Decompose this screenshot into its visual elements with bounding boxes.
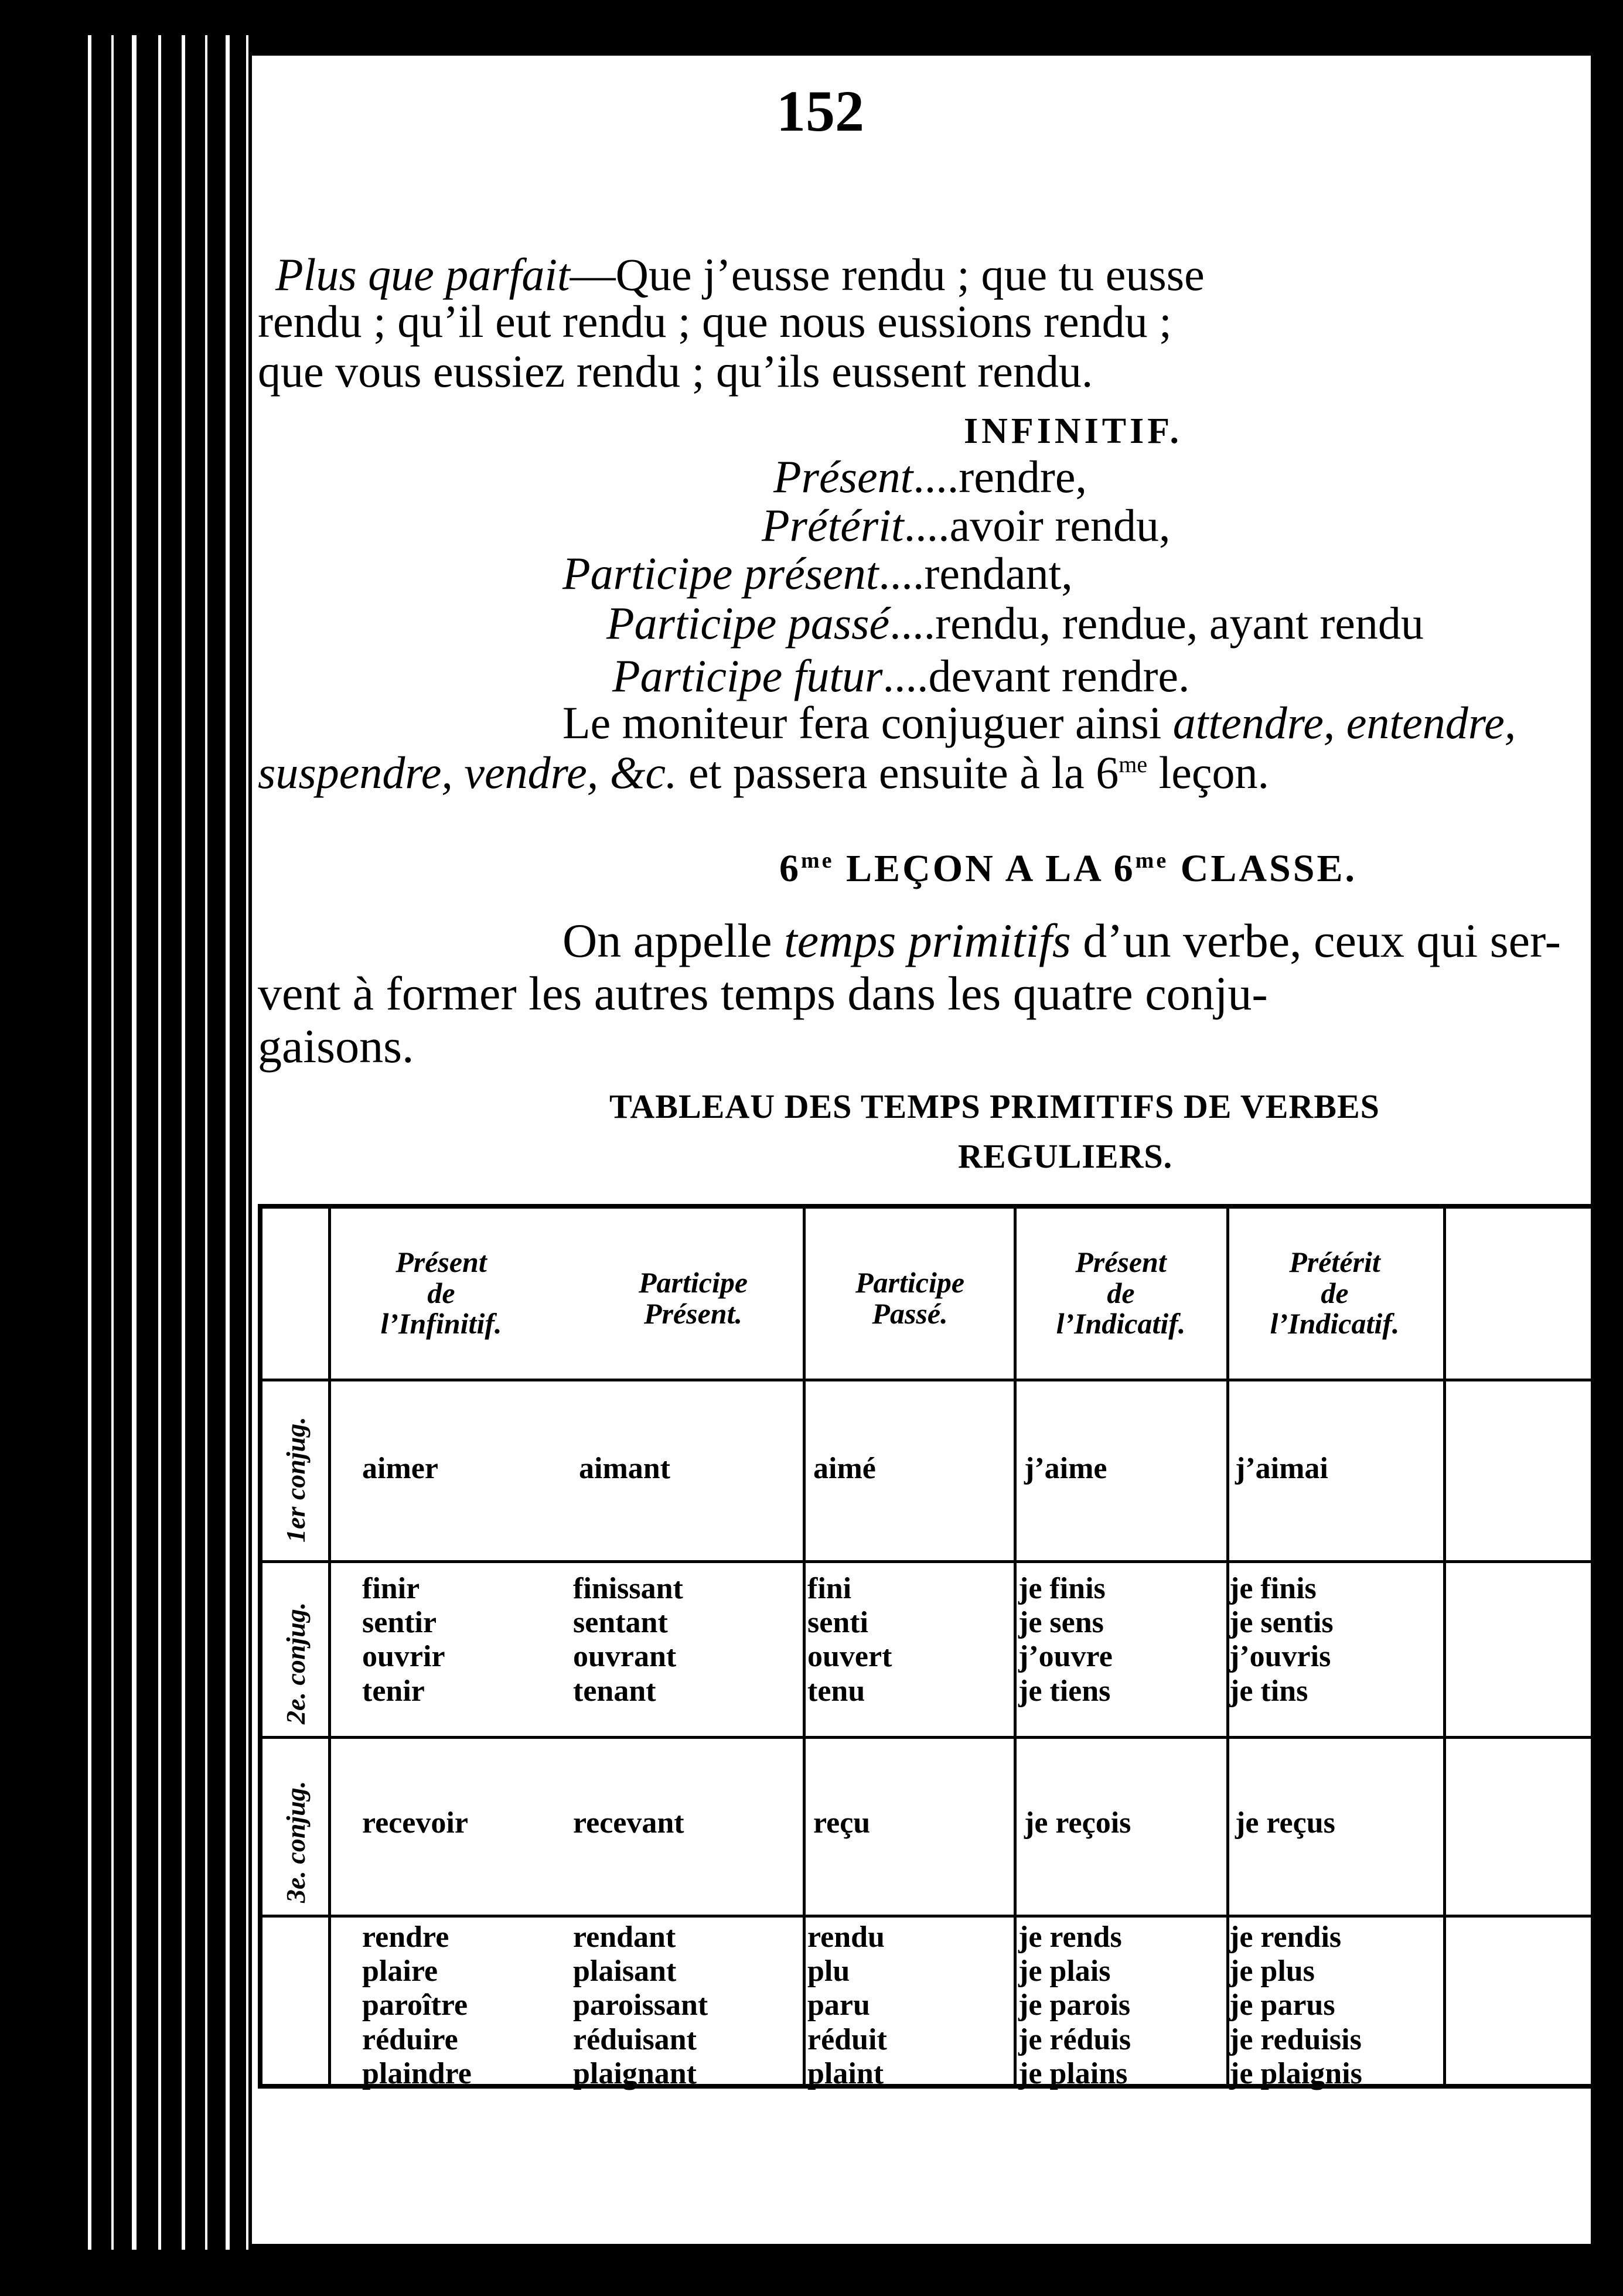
infinitif-heading: INFINITIF.	[964, 411, 1182, 451]
table-title-line-2: REGULIERS.	[958, 1137, 1173, 1175]
infinitif-row-participe-present	[562, 548, 1073, 599]
header-present-infinitif: Présent de l’Infinitif.	[380, 1246, 502, 1340]
infinitif-row-preterit	[762, 500, 1171, 551]
cell-g3-c2: recevant	[573, 1806, 684, 1840]
moniteur-verbs: attendre, entendre,	[1172, 697, 1516, 748]
paragraph-1-line-2: rendu ; qu’il eut rendu ; que nous eussions rendu ;	[258, 296, 1172, 347]
cell-g4-c2: rendant plaisant paroissant réduisant plaignant	[573, 1920, 708, 2090]
row-label: Prétérit	[762, 500, 904, 551]
row-dots: ....	[878, 548, 925, 599]
paragraph-1-line-3: que vous eussiez rendu ; qu’ils eussent rendu.	[258, 346, 1093, 397]
cell-g1-c2: aimant	[579, 1452, 670, 1485]
row-label: Participe présent	[562, 548, 879, 599]
cell-g2-c4: je finis je sens j’ouvre je tiens	[1018, 1572, 1113, 1708]
infinitif-row-participe-futur	[612, 650, 1190, 701]
row-value: rendant,	[924, 548, 1073, 599]
row-value: devant rendre.	[928, 650, 1190, 701]
cell-g3-c3: reçu	[813, 1806, 871, 1840]
paragraph-1-line-1-text: —Que j’eusse rendu ; que tu eusse	[570, 249, 1205, 300]
row-label: Participe futur	[612, 650, 883, 701]
paragraph-2-text: On appelle	[562, 914, 784, 967]
cell-g2-c2: finissant sentant ouvrant tenant	[573, 1572, 683, 1708]
cell-g4-c5: je rendis je plus je parus je reduisis je plaignis	[1229, 1920, 1362, 2090]
superscript: me	[801, 848, 834, 873]
temps-primitifs: temps primitifs	[783, 914, 1071, 967]
paragraph-1-line-1	[275, 249, 1205, 300]
cell-g1-c3: aimé	[813, 1452, 876, 1485]
row-dots: ....	[913, 451, 959, 502]
moniteur-line-2	[258, 747, 1270, 798]
cell-g1-c1: aimer	[362, 1452, 438, 1485]
row-label: Présent	[773, 451, 913, 502]
page-number: 152	[776, 79, 864, 144]
row-value: rendre,	[959, 451, 1087, 502]
cell-g4-c1: rendre plaire paroître réduire plaindre	[362, 1920, 472, 2090]
cell-g2-c5: je finis je sentis j’ouvris je tins	[1229, 1572, 1334, 1708]
row-dots: ....	[903, 500, 950, 551]
header-participe-present: Participe Présent.	[638, 1266, 748, 1330]
right-shadow	[1591, 0, 1623, 2296]
header-preterit-indicatif: Prétérit de l’Indicatif.	[1270, 1246, 1400, 1340]
paragraph-2-text-2: d’un verbe, ceux qui ser-	[1070, 914, 1561, 967]
cell-g2-c1: finir sentir ouvrir tenir	[362, 1572, 445, 1708]
cell-g4-c4: je rends je plais je parois je réduis je plains	[1018, 1920, 1131, 2090]
book-fore-edge	[76, 35, 264, 2250]
cell-g3-c4: je reçois	[1024, 1806, 1131, 1840]
cell-g3-c5: je reçus	[1235, 1806, 1335, 1840]
cell-g2-c3: fini senti ouvert tenu	[807, 1572, 892, 1708]
cell-g3-c1: recevoir	[362, 1806, 468, 1840]
superscript: me	[1119, 751, 1148, 777]
row-label: Participe passé	[606, 598, 890, 649]
header-participe-passe: Participe Passé.	[855, 1266, 965, 1330]
infinitif-row-participe-passe	[606, 598, 1424, 649]
row-value: avoir rendu,	[949, 500, 1171, 551]
cell-g4-c3: rendu plu paru réduit plaint	[807, 1920, 887, 2090]
superscript: me	[1135, 848, 1169, 873]
header-present-indicatif: Présent de l’Indicatif.	[1056, 1246, 1186, 1340]
moniteur-text-3: leçon.	[1147, 747, 1270, 798]
lesson-heading	[779, 847, 1357, 890]
cell-g1-c5: j’aimai	[1235, 1452, 1328, 1485]
group-label-2: 2e. conjug.	[281, 1602, 311, 1724]
row-dots: ....	[889, 598, 936, 649]
moniteur-line-1	[562, 697, 1516, 748]
lesson-text-2: CLASSE.	[1168, 847, 1357, 890]
moniteur-verbs-2: suspendre, vendre, &c.	[258, 747, 677, 798]
row-dots: ....	[882, 650, 929, 701]
lesson-num: 6	[779, 847, 801, 890]
row-value: rendu, rendue, ayant rendu	[935, 598, 1424, 649]
group-label-3: 3e. conjug.	[281, 1780, 311, 1903]
paragraph-2-line-2: vent à former les autres temps dans les quatre conju-	[258, 967, 1268, 1020]
cell-g1-c4: j’aime	[1024, 1452, 1107, 1485]
lesson-text: LEÇON A LA 6	[834, 847, 1136, 890]
plus-que-parfait-label: Plus que parfait	[275, 249, 570, 300]
verb-table	[258, 1204, 1605, 2089]
moniteur-text-2: et passera ensuite à la 6	[677, 747, 1119, 798]
moniteur-text: Le moniteur fera conjuguer ainsi	[562, 697, 1173, 748]
group-label-1: 1er conjug.	[281, 1417, 311, 1543]
paragraph-2-line-3: gaisons.	[258, 1019, 414, 1073]
infinitif-row-present	[773, 451, 1087, 502]
paragraph-2-line-1	[562, 914, 1561, 967]
table-title-line-1: TABLEAU DES TEMPS PRIMITIFS DE VERBES	[609, 1087, 1380, 1125]
